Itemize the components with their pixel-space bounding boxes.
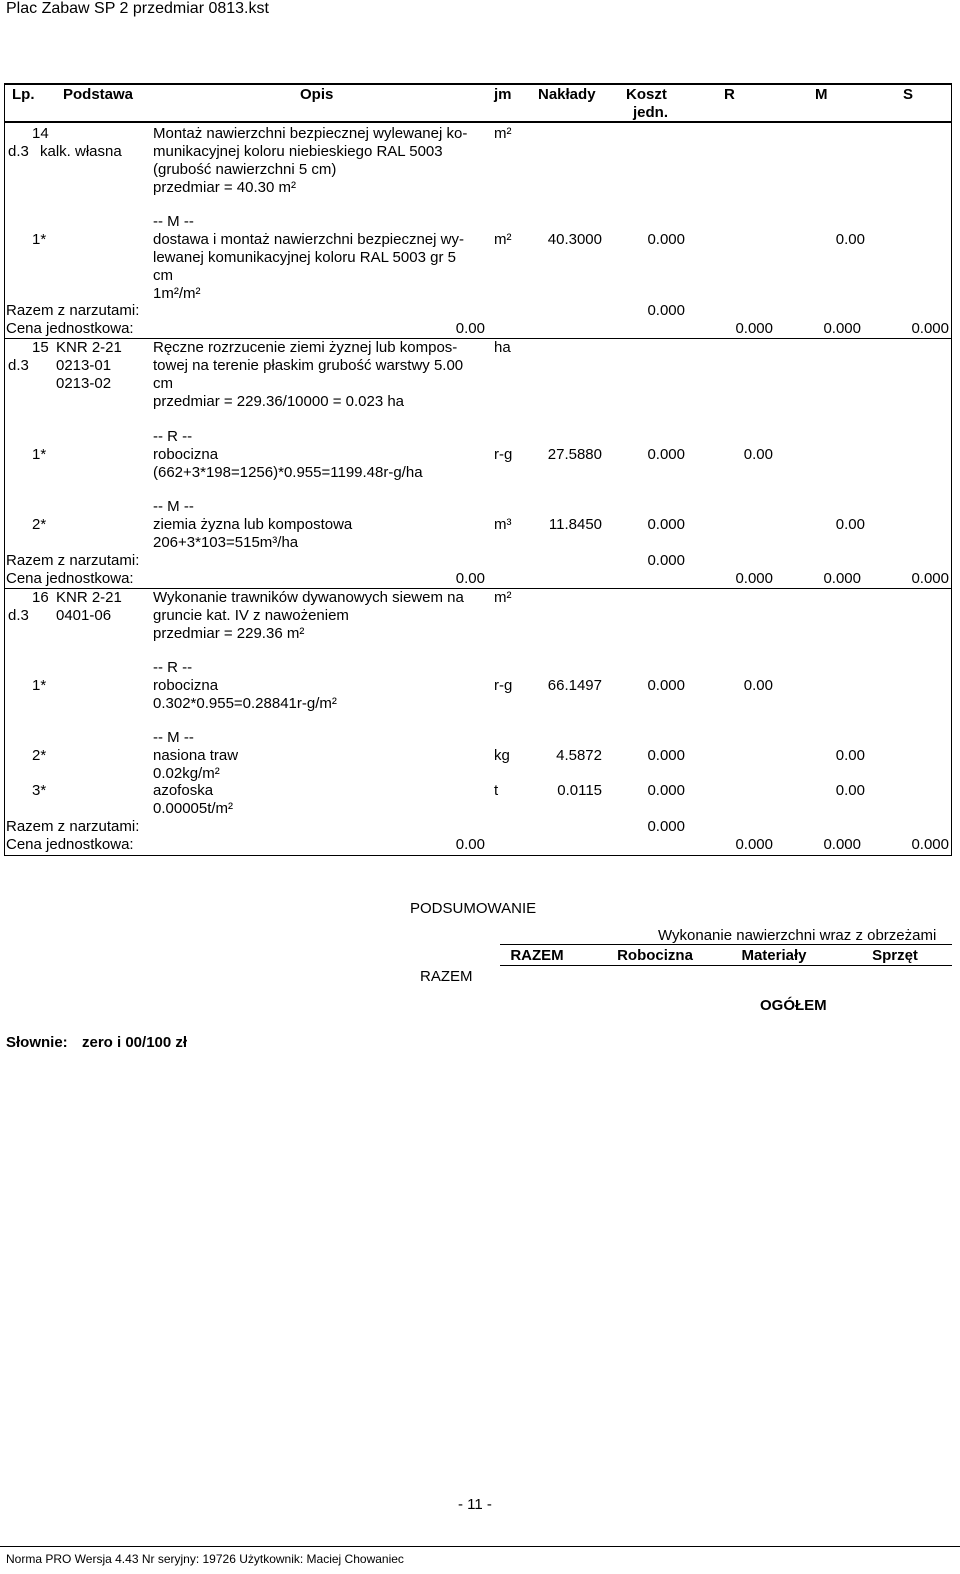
p15-res1-naklady: 27.5880 (547, 446, 602, 463)
p14-razem-label: Razem z narzutami: (6, 302, 140, 319)
p15-podstawa: 0213-01 (56, 357, 112, 374)
document-title: Plac Zabaw SP 2 przedmiar 0813.kst (6, 0, 269, 17)
p16-res2-opis: 0.02kg/m² (153, 765, 220, 782)
header-jedn: jedn. (633, 104, 669, 121)
p14-cena-s: 0.000 (911, 320, 949, 337)
p15-res2-m: 0.00 (835, 516, 865, 533)
p14-podstawa: kalk. własna (40, 143, 122, 160)
p15-jm: ha (494, 339, 511, 356)
p14-res1-opis: dostawa i montaż nawierzchni bezpiecznej wy- (153, 231, 464, 248)
p15-res2-type: -- M -- (153, 498, 194, 515)
page-number: - 11 - (458, 1496, 492, 1513)
p14-res1-opis: cm (153, 267, 173, 284)
p15-cena-m: 0.000 (823, 570, 861, 587)
p16-lp: 16 (32, 589, 49, 606)
p15-res2-naklady: 11.8450 (548, 516, 602, 533)
p14-opis-line: przedmiar = 40.30 m² (153, 179, 296, 196)
p15-res1-opis: (662+3*198=1256)*0.955=1199.48r-g/ha (153, 464, 423, 481)
p16-res1-type: -- R -- (153, 659, 193, 676)
p16-podstawa: 0401-06 (56, 607, 112, 624)
p15-lp: 15 (32, 339, 49, 356)
summary-header-bottom-rule (500, 965, 952, 966)
p16-res3-opis: 0.00005t/m² (153, 800, 234, 817)
p14-opis-line: (grubość nawierzchni 5 cm) (153, 161, 337, 178)
p15-opis-line: Ręczne rozrzucenie ziemi żyznej lub kompos- (153, 339, 458, 356)
p16-res3-jm: t (494, 782, 499, 799)
p14-opis-line: Montaż nawierzchni bezpiecznej wylewanej ko- (153, 125, 468, 142)
table-border-left (4, 122, 5, 856)
p14-opis-line: munikacyjnej koloru niebieskiego RAL 5003 (153, 143, 443, 160)
header-jm: jm (494, 86, 512, 103)
p14-res1-type: -- M -- (153, 213, 194, 230)
p15-res2-num: 2* (32, 516, 47, 533)
p14-res1-koszt: 0.000 (647, 231, 685, 248)
p14-razem-value: 0.000 (647, 302, 685, 319)
footer-rule (0, 1546, 960, 1547)
p16-res2-m: 0.00 (835, 747, 865, 764)
p16-opis-line: Wykonanie trawników dywanowych siewem na (153, 589, 464, 606)
p15-razem-value: 0.000 (647, 552, 685, 569)
p15-cena-s: 0.000 (911, 570, 949, 587)
p15-podstawa: KNR 2-21 (56, 339, 122, 356)
summary-col-materialy: Materiały (741, 947, 807, 964)
p16-separator (4, 855, 952, 856)
p16-opis-line: gruncie kat. IV z nawożeniem (153, 607, 349, 624)
p16-jm: m² (494, 589, 512, 606)
p14-res1-jm: m² (494, 231, 512, 248)
p15-res1-type: -- R -- (153, 428, 193, 445)
p16-cena-s: 0.000 (911, 836, 949, 853)
p16-res1-jm: r-g (494, 677, 513, 694)
p16-res2-jm: kg (494, 747, 510, 764)
p16-res1-naklady: 66.1497 (547, 677, 602, 694)
p16-lp-sub: d.3 (8, 607, 29, 624)
header-top-rule (4, 83, 952, 85)
p14-cena-label: Cena jednostkowa: (6, 320, 134, 337)
summary-subtitle: Wykonanie nawierzchni wraz z obrzeżami (658, 927, 937, 944)
p16-res1-koszt: 0.000 (647, 677, 685, 694)
p16-res2-opis: nasiona traw (153, 747, 239, 764)
p15-cena-value: 0.00 (455, 570, 485, 587)
p15-res2-jm: m³ (494, 516, 512, 533)
p16-res2-naklady: 4.5872 (556, 747, 602, 764)
p14-res1-m: 0.00 (835, 231, 865, 248)
p15-opis-line: towej na terenie płaskim grubość warstwy 5.00 (153, 357, 464, 374)
slownie-value: zero i 00/100 zł (82, 1034, 188, 1051)
summary-title: PODSUMOWANIE (410, 900, 537, 917)
p14-lp: 14 (32, 125, 49, 142)
p15-lp-sub: d.3 (8, 357, 29, 374)
p16-res3-naklady: 0.0115 (557, 782, 602, 799)
p14-res1-num: 1* (32, 231, 47, 248)
p14-res1-opis: lewanej komunikacyjnej koloru RAL 5003 gr 5 (153, 249, 456, 266)
p16-res3-num: 3* (32, 782, 47, 799)
p15-res1-num: 1* (32, 446, 47, 463)
p15-res1-jm: r-g (494, 446, 513, 463)
p16-cena-m: 0.000 (823, 836, 861, 853)
p16-res3-opis: azofoska (153, 782, 214, 799)
header-s: S (903, 86, 914, 103)
p16-res1-num: 1* (32, 677, 47, 694)
summary-header-top-rule (500, 944, 952, 945)
summary-col-razem: RAZEM (510, 947, 564, 964)
p16-res2-num: 2* (32, 747, 47, 764)
p15-razem-label: Razem z narzutami: (6, 552, 140, 569)
summary-ogolem: OGÓŁEM (760, 997, 827, 1014)
header-r: R (724, 86, 735, 103)
header-opis: Opis (300, 86, 334, 103)
p16-opis-line: przedmiar = 229.36 m² (153, 625, 305, 642)
p16-res2-koszt: 0.000 (647, 747, 685, 764)
p15-res1-r: 0.00 (743, 446, 773, 463)
p16-cena-r: 0.000 (735, 836, 773, 853)
p15-res2-opis: 206+3*103=515m³/ha (153, 534, 299, 551)
summary-col-sprzet: Sprzęt (872, 947, 918, 964)
p15-res1-koszt: 0.000 (647, 446, 685, 463)
header-m: M (815, 86, 828, 103)
p16-res1-r: 0.00 (743, 677, 773, 694)
p15-podstawa: 0213-02 (56, 375, 112, 392)
table-border-right (951, 122, 952, 856)
header-lp: Lp. (12, 86, 35, 103)
p15-res1-opis: robocizna (153, 446, 219, 463)
header-border-left (4, 83, 5, 123)
p14-jm: m² (494, 125, 512, 142)
p15-cena-label: Cena jednostkowa: (6, 570, 134, 587)
footer-text: Norma PRO Wersja 4.43 Nr seryjny: 19726 Użytkownik: Maciej Chowaniec (6, 1552, 404, 1566)
p15-opis-line: cm (153, 375, 173, 392)
p14-cena-r: 0.000 (735, 320, 773, 337)
p16-razem-label: Razem z narzutami: (6, 818, 140, 835)
header-koszt: Koszt (626, 86, 667, 103)
p16-res2-type: -- M -- (153, 729, 194, 746)
p15-res2-koszt: 0.000 (647, 516, 685, 533)
p16-razem-value: 0.000 (647, 818, 685, 835)
p14-res1-naklady: 40.3000 (547, 231, 602, 248)
p15-cena-r: 0.000 (735, 570, 773, 587)
p16-podstawa: KNR 2-21 (56, 589, 122, 606)
summary-row-razem: RAZEM (420, 968, 473, 985)
p14-cena-m: 0.000 (823, 320, 861, 337)
header-naklady: Nakłady (538, 86, 596, 103)
p15-res2-opis: ziemia żyzna lub kompostowa (153, 516, 353, 533)
header-podstawa: Podstawa (63, 86, 134, 103)
p16-res1-opis: 0.302*0.955=0.28841r-g/m² (153, 695, 337, 712)
p14-cena-value: 0.00 (455, 320, 485, 337)
p15-separator (4, 588, 952, 589)
p14-separator (4, 338, 952, 339)
p16-res3-koszt: 0.000 (647, 782, 685, 799)
p15-opis-line: przedmiar = 229.36/10000 = 0.023 ha (153, 393, 405, 410)
p16-res3-m: 0.00 (835, 782, 865, 799)
p16-cena-value: 0.00 (455, 836, 485, 853)
p16-cena-label: Cena jednostkowa: (6, 836, 134, 853)
header-bottom-rule (4, 121, 952, 123)
p14-lp-sub: d.3 (8, 143, 29, 160)
p16-res1-opis: robocizna (153, 677, 219, 694)
p14-res1-opis: 1m²/m² (153, 285, 201, 302)
summary-col-robocizna: Robocizna (617, 947, 693, 964)
slownie-label: Słownie: (6, 1034, 68, 1051)
header-border-right (951, 83, 952, 123)
